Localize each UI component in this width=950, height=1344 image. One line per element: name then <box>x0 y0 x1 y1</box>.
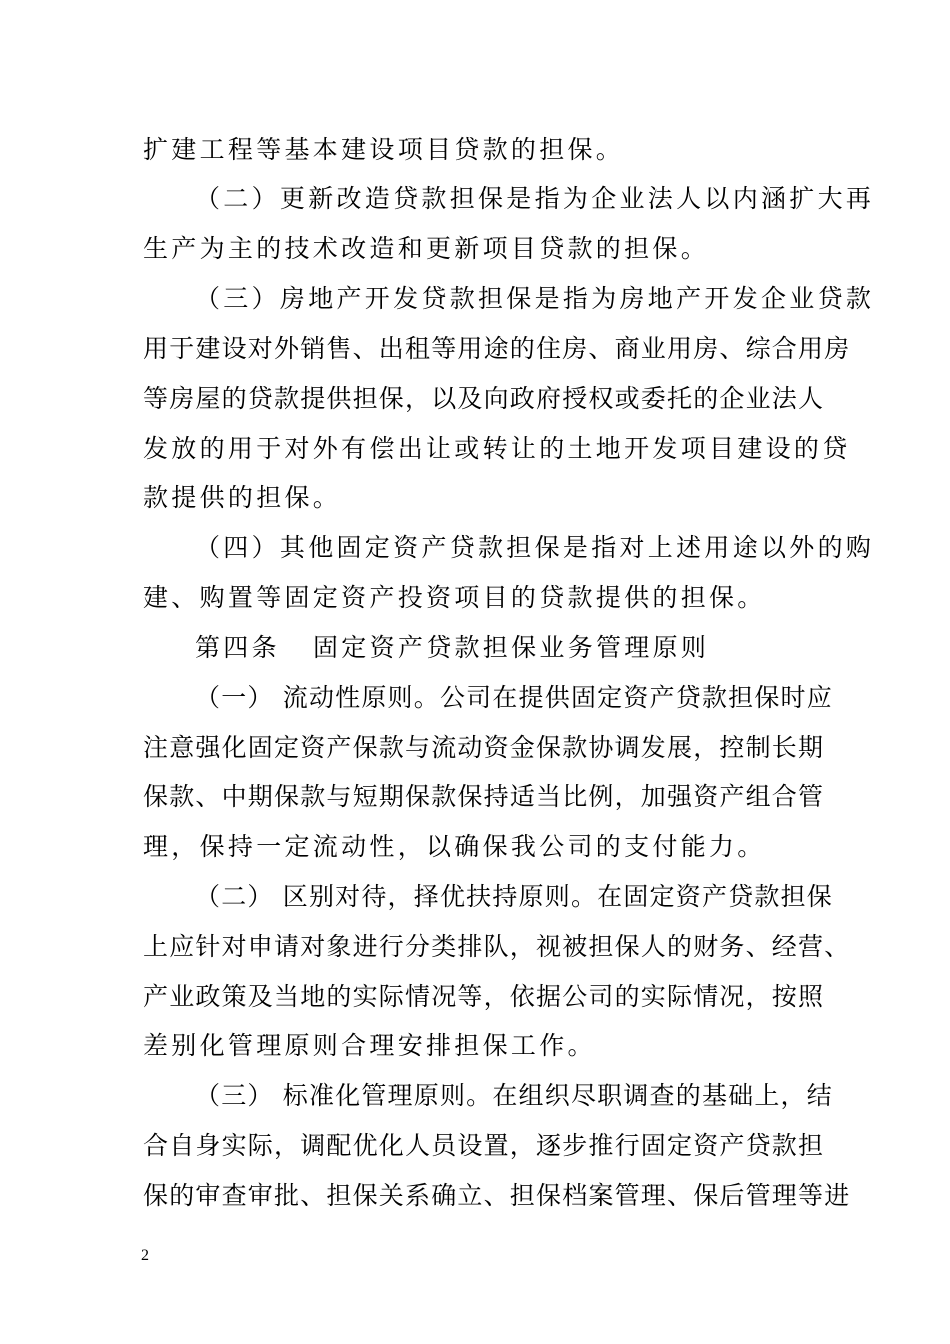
text-line: （四）其他固定资产贷款担保是指对上述用途以外的购 <box>195 533 875 562</box>
text-line: 等房屋的贷款提供担保，以及向政府授权或委托的企业法人 <box>143 384 825 413</box>
text-line: （三） 标准化管理原则。在组织尽职调查的基础上，结 <box>195 1081 833 1110</box>
page-number: 2 <box>141 1247 149 1264</box>
text-line: 理，保持一定流动性，以确保我公司的支付能力。 <box>143 832 766 861</box>
text-line: 款提供的担保。 <box>143 483 342 512</box>
text-line: 合自身实际，调配优化人员设置，逐步推行固定资产贷款担 <box>143 1131 825 1160</box>
text-line: （二）更新改造贷款担保是指为企业法人以内涵扩大再 <box>195 184 875 213</box>
text-line: （三）房地产开发贷款担保是指为房地产开发企业贷款 <box>195 284 875 313</box>
article-heading <box>195 633 808 663</box>
text-line: 用于建设对外销售、出租等用途的住房、商业用房、综合用房 <box>143 334 851 363</box>
text-line: 注意强化固定资产保款与流动资金保款协调发展，控制长期 <box>143 733 825 762</box>
text-line: 建、购置等固定资产投资项目的贷款提供的担保。 <box>143 583 766 612</box>
text-line: 差别化管理原则合理安排担保工作。 <box>143 1031 596 1060</box>
article-number: 第四条 <box>195 633 280 662</box>
text-line: 上应针对申请对象进行分类排队，视被担保人的财务、经营、 <box>143 932 851 961</box>
text-line: 发放的用于对外有偿出让或转让的土地开发项目建设的贷 <box>143 434 851 463</box>
article-title: 固定资产贷款担保业务管理原则 <box>313 633 710 662</box>
text-line: 保款、中期保款与短期保款保持适当比例，加强资产组合管 <box>143 782 825 811</box>
text-line: 生产为主的技术改造和更新项目贷款的担保。 <box>143 234 710 263</box>
text-line: 保的审查审批、担保关系确立、担保档案管理、保后管理等进 <box>143 1181 851 1210</box>
text-line: （二） 区别对待，择优扶持原则。在固定资产贷款担保 <box>195 882 833 911</box>
text-line: 扩建工程等基本建设项目贷款的担保。 <box>143 135 625 164</box>
text-line: 产业政策及当地的实际情况等，依据公司的实际情况，按照 <box>143 982 825 1011</box>
text-line: （一） 流动性原则。公司在提供固定资产贷款担保时应 <box>195 683 833 712</box>
